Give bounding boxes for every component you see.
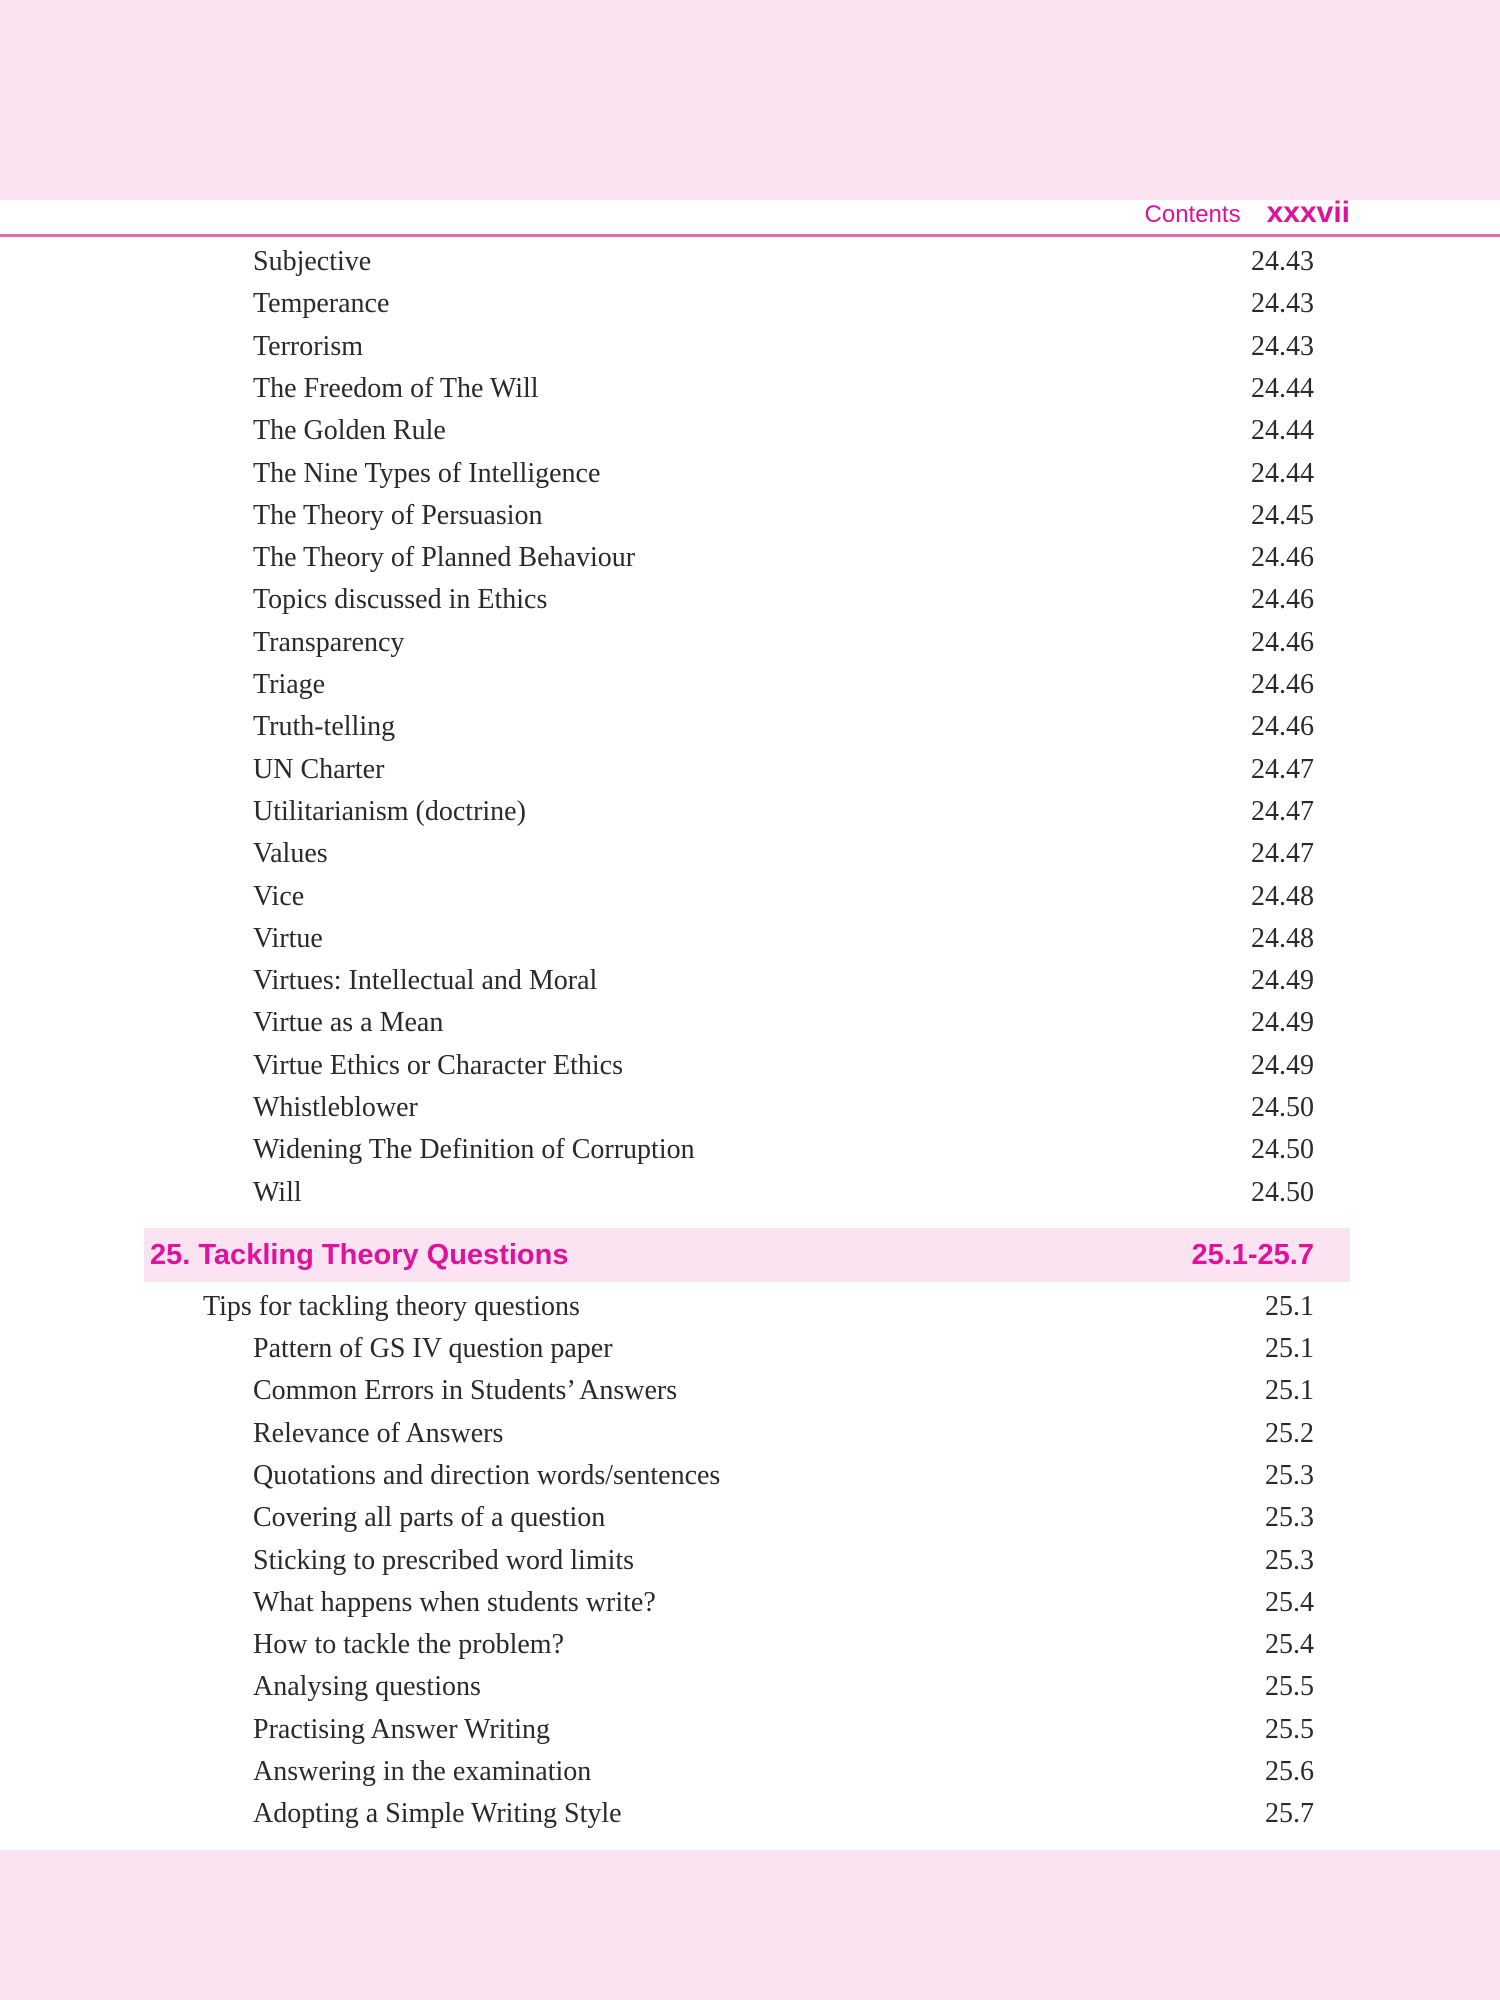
toc-entry[interactable] xyxy=(0,410,1500,452)
toc-entry-page: 25.5 xyxy=(1265,1671,1314,1703)
toc-entry-page: 24.49 xyxy=(1251,965,1314,997)
toc-entry-page: 24.43 xyxy=(1251,246,1314,277)
toc-entry-title: UN Charter xyxy=(253,753,385,785)
toc-entry[interactable] xyxy=(0,1087,1500,1129)
toc-entry[interactable] xyxy=(0,749,1500,791)
toc-entry[interactable] xyxy=(0,1751,1500,1793)
toc-entry-title: Virtue xyxy=(253,922,323,954)
toc-entry-page: 24.45 xyxy=(1251,499,1314,531)
toc-entry[interactable] xyxy=(0,960,1500,1002)
toc-entry[interactable] xyxy=(0,326,1500,368)
toc-entry-page: 24.46 xyxy=(1251,584,1314,616)
toc-entry-page: 24.46 xyxy=(1251,711,1314,743)
toc-entry-page: 25.7 xyxy=(1265,1798,1314,1830)
toc-entry-title: The Theory of Planned Behaviour xyxy=(253,542,636,574)
toc-entry-title: Relevance of Answers xyxy=(253,1417,504,1449)
toc-entry-title: Answering in the examination xyxy=(253,1756,592,1787)
toc-entry-page: 24.47 xyxy=(1251,838,1314,870)
toc-entry[interactable] xyxy=(0,368,1500,410)
toc-entry[interactable] xyxy=(0,1370,1500,1412)
toc-entry[interactable] xyxy=(0,1666,1500,1708)
header-rule xyxy=(0,234,1500,237)
toc-entry-page: 25.1 xyxy=(1265,1291,1314,1322)
toc-entry-page: 24.47 xyxy=(1251,795,1314,827)
toc-entry[interactable] xyxy=(0,1540,1500,1582)
toc-entry[interactable] xyxy=(0,453,1500,495)
toc-entry-page: 25.6 xyxy=(1265,1756,1314,1787)
toc-entry-page: 25.4 xyxy=(1265,1629,1314,1661)
toc-entry-title: The Golden Rule xyxy=(253,415,446,447)
toc-entry-page: 24.46 xyxy=(1251,542,1314,574)
toc-entry[interactable] xyxy=(0,1045,1500,1087)
toc-entry-title: Truth-telling xyxy=(253,711,396,743)
toc-entry-page: 25.2 xyxy=(1265,1417,1314,1449)
toc-entry-page: 24.50 xyxy=(1251,1092,1314,1123)
toc-entry[interactable] xyxy=(0,1455,1500,1497)
toc-entry[interactable] xyxy=(0,579,1500,621)
toc-entry-page: 24.44 xyxy=(1251,457,1314,489)
chapter-heading[interactable] xyxy=(144,1228,1350,1282)
toc-entry-title: Covering all parts of a question xyxy=(253,1502,606,1534)
toc-entry-title: Topics discussed in Ethics xyxy=(253,584,548,616)
toc-entry-title: Will xyxy=(253,1176,302,1208)
toc-entry[interactable] xyxy=(0,1328,1500,1370)
toc-entry-page: 25.3 xyxy=(1265,1502,1314,1534)
page-number: xxxvii xyxy=(1266,196,1350,229)
toc-entry-title: Sticking to prescribed word limits xyxy=(253,1544,635,1576)
toc-entry[interactable] xyxy=(0,1497,1500,1539)
toc-entry-page: 25.3 xyxy=(1265,1459,1314,1491)
toc-entry-title: The Theory of Persuasion xyxy=(253,499,543,531)
toc-entry[interactable] xyxy=(0,1793,1500,1835)
toc-entry-title: Values xyxy=(253,838,328,870)
toc-entry-title: Virtues: Intellectual and Moral xyxy=(253,965,598,997)
toc-entry[interactable] xyxy=(0,1582,1500,1624)
toc-entry[interactable] xyxy=(0,495,1500,537)
toc-entry[interactable] xyxy=(0,622,1500,664)
toc-entry-page: 24.50 xyxy=(1251,1134,1314,1166)
chapter-title: 25. Tackling Theory Questions xyxy=(150,1239,569,1271)
toc-entry[interactable] xyxy=(0,1709,1500,1751)
toc-entry-title: Virtue as a Mean xyxy=(253,1007,444,1039)
toc-entry-title: Vice xyxy=(253,880,305,912)
toc-entry-page: 25.1 xyxy=(1265,1333,1314,1364)
toc-entry-title: Temperance xyxy=(253,288,390,320)
toc-entry-title: Tips for tackling theory questions xyxy=(203,1291,580,1322)
toc-entry-title: Pattern of GS IV question paper xyxy=(253,1333,613,1364)
toc-entry-title: Common Errors in Students’ Answers xyxy=(253,1375,678,1407)
toc-entry-page: 25.5 xyxy=(1265,1713,1314,1745)
toc-entry[interactable] xyxy=(0,1002,1500,1044)
toc-entry[interactable] xyxy=(0,664,1500,706)
toc-entry-title: Triage xyxy=(253,669,326,700)
toc-entry-title: Widening The Definition of Corruption xyxy=(253,1134,695,1166)
toc-entry[interactable] xyxy=(0,537,1500,579)
toc-entry-title: Transparency xyxy=(253,626,405,658)
toc-entry-title: Quotations and direction words/sentences xyxy=(253,1459,721,1491)
toc-entry-title: How to tackle the problem? xyxy=(253,1629,565,1661)
toc-entry[interactable] xyxy=(0,706,1500,748)
toc-entry-page: 24.46 xyxy=(1251,626,1314,658)
toc-entry[interactable] xyxy=(0,241,1500,283)
toc-entry-page: 24.48 xyxy=(1251,922,1314,954)
toc-entry-title: Virtue Ethics or Character Ethics xyxy=(253,1049,623,1081)
toc-entry-title: Subjective xyxy=(253,246,372,277)
toc-entry-page: 24.47 xyxy=(1251,753,1314,785)
toc-entry-title: The Freedom of The Will xyxy=(253,372,539,404)
toc-entry-page: 24.44 xyxy=(1251,372,1314,404)
toc-entry-title: Terrorism xyxy=(253,330,364,362)
toc-entry-page: 24.43 xyxy=(1251,288,1314,320)
toc-entry-page: 24.43 xyxy=(1251,330,1314,362)
running-head-label: Contents xyxy=(1144,201,1241,228)
toc-entry-title: Analysing questions xyxy=(253,1671,481,1703)
toc-entry-page: 24.49 xyxy=(1251,1007,1314,1039)
toc-entry-page: 25.4 xyxy=(1265,1586,1314,1618)
bottom-band xyxy=(0,1850,1500,2000)
toc-entry-title: Practising Answer Writing xyxy=(253,1713,550,1745)
toc-entry-page: 24.49 xyxy=(1251,1049,1314,1081)
chapter-pages: 25.1-25.7 xyxy=(1191,1239,1314,1271)
toc-entry[interactable] xyxy=(0,833,1500,875)
toc-entry[interactable] xyxy=(0,1413,1500,1455)
toc-entry-page: 25.1 xyxy=(1265,1375,1314,1407)
toc-entry[interactable] xyxy=(0,283,1500,325)
toc-entry-page: 24.46 xyxy=(1251,669,1314,700)
toc-entry[interactable] xyxy=(0,1172,1500,1214)
toc-entry-page: 24.48 xyxy=(1251,880,1314,912)
toc-entry-title: What happens when students write? xyxy=(253,1586,656,1618)
top-band xyxy=(0,0,1500,200)
toc-entry[interactable] xyxy=(0,1129,1500,1171)
toc-entry-title: Utilitarianism (doctrine) xyxy=(253,795,526,827)
toc-entry-page: 24.50 xyxy=(1251,1176,1314,1208)
toc-entry-page: 25.3 xyxy=(1265,1544,1314,1576)
toc-entry[interactable] xyxy=(0,876,1500,918)
toc-entry[interactable] xyxy=(0,918,1500,960)
toc-entry[interactable] xyxy=(0,791,1500,833)
toc-section-entry[interactable] xyxy=(0,1286,1500,1328)
toc-entry-title: Adopting a Simple Writing Style xyxy=(253,1798,622,1830)
running-head xyxy=(1145,196,1350,230)
toc-entry-title: Whistleblower xyxy=(253,1092,418,1123)
toc-entry-title: The Nine Types of Intelligence xyxy=(253,457,601,489)
toc-entry[interactable] xyxy=(0,1624,1500,1666)
toc-entry-page: 24.44 xyxy=(1251,415,1314,447)
